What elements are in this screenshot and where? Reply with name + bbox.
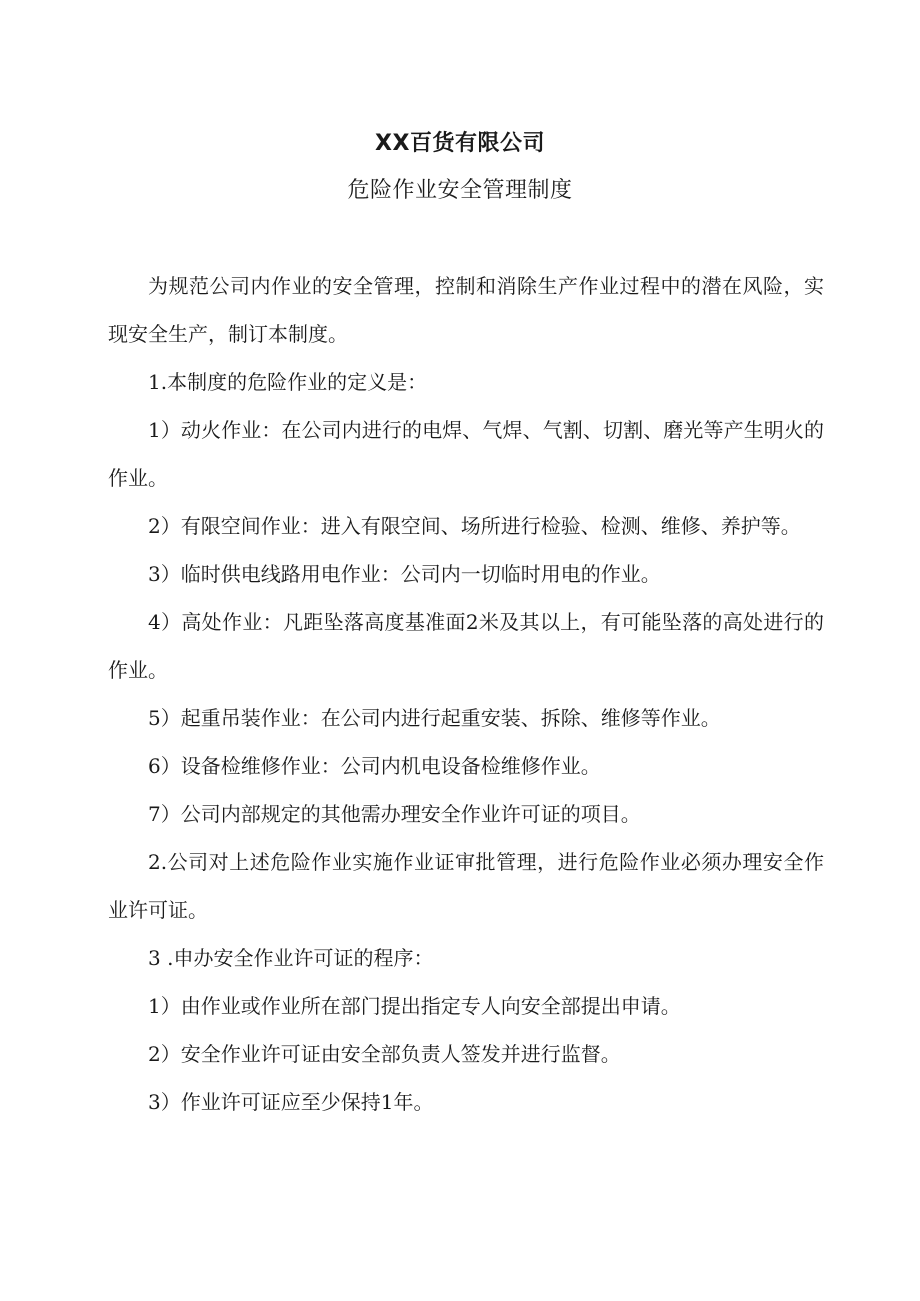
company-title: XX百货有限公司 — [375, 131, 545, 156]
paragraph-item-2: 2）有限空间作业：进入有限空间、场所进行检验、检测、维修、养护等。 — [148, 514, 801, 538]
paragraph-item-4: 4）高处作业：凡距坠落高度基准面2米及其以上，有可能坠落的高处进行的作业。 — [108, 610, 824, 682]
paragraph-item-5: 5）起重吊装作业：在公司内进行起重安装、拆除、维修等作业。 — [148, 706, 721, 730]
paragraph-item-3: 3）临时供电线路用电作业：公司内一切临时用电的作业。 — [148, 562, 661, 586]
paragraph-step-2: 2）安全作业许可证由安全部负责人签发并进行监督。 — [148, 1042, 621, 1066]
paragraph-step-1: 1）由作业或作业所在部门提出指定专人向安全部提出申请。 — [148, 994, 681, 1018]
paragraph-section-3: 3 .申办安全作业许可证的程序： — [148, 946, 434, 970]
paragraph-section-2: 2.公司对上述危险作业实施作业证审批管理，进行危险作业必须办理安全作业许可证。 — [108, 850, 824, 922]
paragraph-intro: 为规范公司内作业的安全管理，控制和消除生产作业过程中的潜在风险，实现安全生产，制订本制度。 — [108, 274, 824, 346]
document-body — [108, 262, 824, 1126]
paragraph-item-6: 6）设备检维修作业：公司内机电设备检维修作业。 — [148, 754, 601, 778]
document-title: 危险作业安全管理制度 — [347, 178, 573, 203]
paragraph-item-1: 1）动火作业：在公司内进行的电焊、气焊、气割、切割、磨光等产生明火的作业。 — [108, 418, 824, 490]
paragraph-item-7: 7）公司内部规定的其他需办理安全作业许可证的项目。 — [148, 802, 641, 826]
paragraph-section-1: 1.本制度的危险作业的定义是： — [148, 370, 428, 394]
paragraph-step-3: 3）作业许可证应至少保持1年。 — [148, 1090, 434, 1114]
